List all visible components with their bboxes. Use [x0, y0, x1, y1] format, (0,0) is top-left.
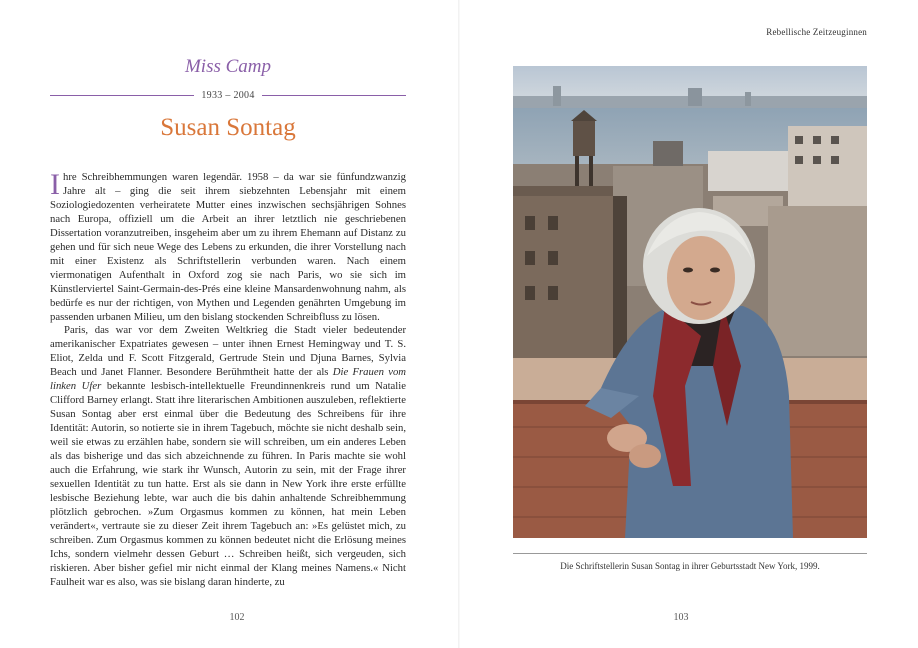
paragraph-1 — [50, 168, 406, 324]
years-row — [50, 90, 406, 101]
photo-caption: Die Schriftstellerin Susan Sontag in ihrer Geburtsstadt New York, 1999. — [560, 561, 820, 571]
page-number-left: 102 — [229, 612, 245, 623]
years-rule-left — [50, 95, 194, 96]
life-years: 1933 – 2004 — [201, 90, 255, 101]
years-rule-right — [262, 95, 406, 96]
right-page — [459, 0, 918, 648]
page-number-right: 103 — [673, 612, 689, 623]
photo-icon — [513, 66, 867, 538]
paragraph-2-text-a: Paris, das war vor dem Zweiten Weltkrieg die Stadt vieler bedeutender amerikanischer Expatriates gewesen – unter ihnen Ernest Hemingway und T. S. Eliot, Zelda und F. Scott Fitzgerald, Gertrude Stein und Djuna Barnes, Sylvia Beach und Janet Flanner. Besondere Berühmtheit hatte der als — [50, 324, 406, 379]
book-title-italic: Die Frauen vom linken Ufer — [50, 366, 407, 393]
drop-cap: I — [50, 168, 60, 201]
body-text — [50, 168, 407, 590]
paragraph-1-text: hre Schreibhemmungen waren legendär. 1958 – da war sie fünfundzwanzig Jahre alt – ging die seit ihrem siebzehnten Lebensjahr mit einem Soziologiedozenten verheiratete Mutter eines inzwischen sechsjährigen Sohnes nach Europa, offiziell um die Arbeit an ihrer letztlich nie geschriebenen Dissertation voranzutreiben, insgeheim aber um zu ihrem Ehemann auf Distanz zu gehen und für sich neue Wege des Lebens zu erkunden, die ihrer Vorstellung nach mit einer Existenz als Schriftstellerin verbunden waren. Nach einem viermonatigen Aufenthalt in Oxford zog sie nach Paris, wo sie sich im Künstlerviertel Saint-Germain-des-Prés eine kleine Mansardenwohnung nahm, als bedürfe es nur der richtigen, von Mythen und Legenden genährten Umgebung im passenden urbanen Milieu, um den bislang stockenden Schreibfluss zu lösen. — [50, 171, 406, 323]
paragraph-2-text-b: bekannte lesbisch-intellektuelle Freundinnenkreis rund um Natalie Clifford Barney erlangt. Statt ihre literarischen Ambitionen auszuleben, reflektierte Susan Sontag aber erst einmal über die Bedeutung des Schreibens für ihre Identität: Autorin, so notierte sie in ihrem Tagebuch, möchte sie nicht deshalb sein, weil sie etwas zu erzählen habe, sondern sie will schreiben, um ein anderes Leben als das bisherige und das sich abzeichnende zu führen. In Paris machte sie wohl auch die Erfahrung, wie stark ihr Wunsch, Autorin zu sein, mit der Frage ihrer sexuellen Identität zu tun hatte. Erst als sie dann in New York ihre erste erfüllte lesbische Beziehung lebte, war auch die bis dahin anhaltende Schreibhemmung plötzlich gebrochen. »Zum Orgasmus kommen zu können, hat mein Leben verändert«, vertraute sie zu dieser Zeit ihrem Tagebuch an: »Es gelüstet mich, zu schreiben. Zum Orgasmus kommen zu können bedeutet nicht die Erlösung meines Ichs, sondern vielmehr dessen Geburt … Schreiben heißt, sich vergeuden, sich riskieren. Aber bisher gefiel mir nicht einmal der Klang meines Namens.« Nicht Faulheit war es also, was sie bislang daran hinderte, zu — [50, 380, 406, 588]
caption-rule — [513, 553, 867, 554]
running-head: Rebellische Zeitzeuginnen — [766, 27, 867, 37]
chapter-nickname: Miss Camp — [184, 56, 272, 77]
chapter-title: Susan Sontag — [160, 114, 296, 141]
paragraph-2 — [50, 324, 406, 589]
